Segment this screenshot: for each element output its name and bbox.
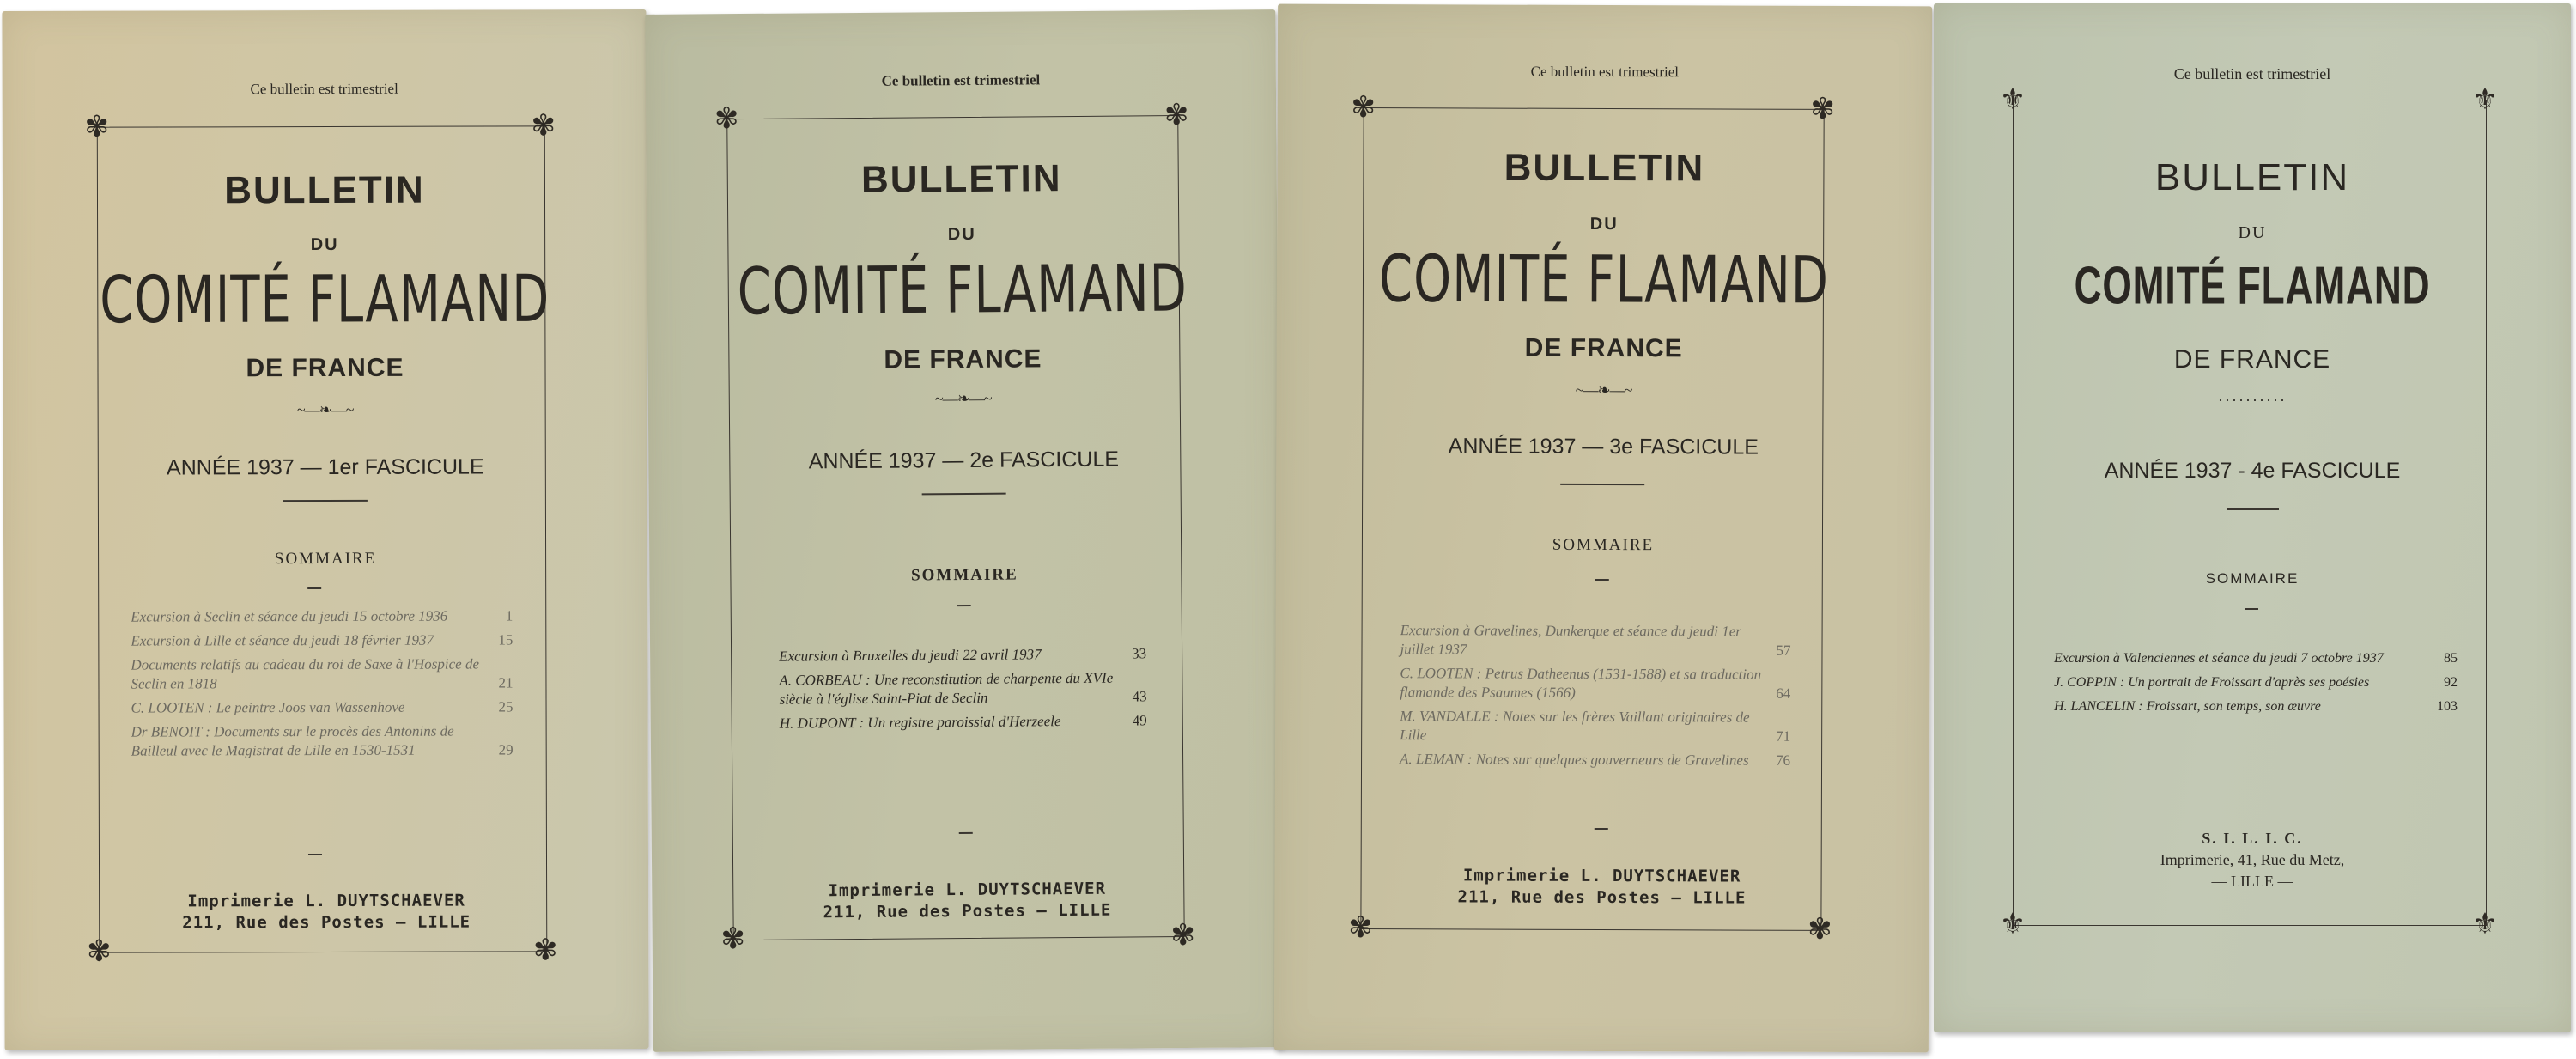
ornament-divider: ~—❧—~: [934, 389, 992, 408]
sommaire-heading: SOMMAIRE: [910, 565, 1018, 585]
annee-fascicule: ANNÉE 1937 — 3e FASCICULE: [1448, 434, 1759, 460]
printer-address: 211, Rue des Postes — LILLE: [1457, 887, 1747, 908]
dash: [308, 854, 322, 855]
title-bulletin: BULLETIN: [860, 157, 1062, 201]
toc-entry: Excursion à Valenciennes et séance du jeudi 7 octobre 1937 85: [2054, 651, 2458, 666]
toc-entry: Excursion à Seclin et séance du jeudi 15 octobre 1936 1: [131, 607, 513, 625]
title-de-france: DE FRANCE: [1524, 333, 1683, 363]
sommaire-heading: SOMMAIRE: [274, 549, 377, 569]
rule: [283, 500, 368, 502]
title-du: DU: [2238, 223, 2267, 242]
title-de-france: DE FRANCE: [246, 353, 404, 383]
toc-entry: A. LEMAN : Notes sur quelques gouverneurs de Gravelines 76: [1400, 751, 1791, 769]
fleuron-corner-icon: ✾: [714, 101, 739, 137]
fleuron-corner-icon: ✾: [86, 934, 112, 969]
toc-entry: Documents relatifs au cadeau du roi de Saxe à l'Hospice de Seclin en 1818 21: [131, 655, 513, 692]
printer-name: S. I. L. I. C.: [2202, 830, 2303, 847]
bulletin-cover-3: [1274, 4, 1932, 1053]
bulletin-cover-2: [645, 9, 1283, 1052]
fleuron-corner-icon: ✾: [1807, 911, 1832, 946]
toc-entry: Dr BENOIT : Documents sur le procès des Antonins de Bailleul avec le Magistrat de Lille en 1530-1531 29: [131, 722, 513, 759]
title-comite-flamand: COMITÉ FLAMAND: [1378, 241, 1830, 320]
fleur-de-lis-corner-icon: ⚜: [2471, 907, 2499, 941]
annee-fascicule: ANNÉE 1937 — 1er FASCICULE: [166, 454, 484, 480]
annee-fascicule: ANNÉE 1937 - 4e FASCICULE: [2104, 459, 2401, 483]
fleur-de-lis-corner-icon: ⚜: [1999, 907, 2026, 941]
fleuron-corner-icon: ✾: [720, 922, 746, 957]
dash: [307, 587, 321, 589]
title-bulletin: BULLETIN: [2154, 156, 2350, 198]
fleur-de-lis-corner-icon: ⚜: [1999, 82, 2026, 117]
toc-list: [779, 644, 1147, 738]
rule: [1560, 484, 1644, 485]
toc-entry: C. LOOTEN : Petrus Datheenus (1531-1588) et sa traduction flamande des Psaumes (1566) 64: [1400, 665, 1791, 702]
title-comite-flamand: COMITÉ FLAMAND: [737, 251, 1188, 331]
dash: [957, 605, 971, 606]
title-bulletin: BULLETIN: [1504, 146, 1705, 190]
dash: [1595, 579, 1609, 581]
title-comite-flamand: COMITÉ FLAMAND: [100, 261, 550, 339]
title-de-france: DE FRANCE: [2173, 345, 2331, 374]
trimestriel-note: Ce bulletin est trimestriel: [250, 80, 398, 98]
printer-name: Imprimerie L. DUYTSCHAEVER: [187, 891, 465, 911]
bulletin-cover-1: [2, 9, 648, 1050]
title-de-france: DE FRANCE: [884, 344, 1042, 374]
fleuron-corner-icon: ✾: [532, 933, 558, 968]
fleuron-corner-icon: ✾: [1348, 910, 1373, 946]
toc-entry: Excursion à Bruxelles du jeudi 22 avril 1937 33: [779, 645, 1147, 665]
fleuron-corner-icon: ✾: [531, 108, 556, 143]
toc-entry: A. CORBEAU : Une reconstitution de charpente du XVIe siècle à l'église Saint-Piat de Seclin 43: [779, 669, 1147, 708]
trimestriel-note: Ce bulletin est trimestriel: [881, 71, 1041, 89]
sommaire-heading: SOMMAIRE: [1552, 535, 1655, 555]
toc-entry: Excursion à Lille et séance du jeudi 18 février 1937 15: [131, 631, 513, 649]
ornament-divider: ~—❧—~: [296, 400, 354, 419]
ornament-divider: ~—❧—~: [1575, 380, 1632, 399]
dash: [1595, 828, 1608, 830]
fleuron-corner-icon: ✾: [1810, 91, 1836, 126]
bulletin-cover-4: [1934, 3, 2571, 1032]
annee-fascicule: ANNÉE 1937 — 2e FASCICULE: [808, 447, 1120, 474]
fleuron-corner-icon: ✾: [1163, 97, 1189, 133]
fleuron-corner-icon: ✾: [1351, 89, 1376, 125]
dash: [2245, 608, 2258, 610]
ornament-divider: ··········: [2218, 392, 2287, 409]
title-comite-flamand: COMITÉ FLAMAND: [2074, 256, 2431, 316]
toc-entry: J. COPPIN : Un portrait de Froissart d'après ses poésies 92: [2054, 675, 2458, 690]
printer-address: 211, Rue des Postes — LILLE: [182, 912, 471, 933]
printer-name: Imprimerie L. DUYTSCHAEVER: [828, 879, 1107, 901]
toc-list: [1400, 621, 1791, 776]
title-bulletin: BULLETIN: [224, 168, 425, 212]
title-du: DU: [947, 224, 976, 245]
fleur-de-lis-corner-icon: ⚜: [2471, 82, 2499, 117]
toc-list: [131, 606, 513, 765]
fleuron-corner-icon: ✾: [1170, 917, 1196, 953]
fleuron-corner-icon: ✾: [84, 109, 110, 144]
trimestriel-note: Ce bulletin est trimestriel: [2173, 65, 2331, 82]
title-du: DU: [1589, 214, 1619, 234]
toc-entry: H. DUPONT : Un registre paroissial d'Herzeele 49: [779, 712, 1147, 732]
toc-entry: C. LOOTEN : Le peintre Joos van Wassenhove 25: [131, 698, 513, 716]
toc-entry: M. VANDALLE : Notes sur les frères Vaillant originaires de Lille 71: [1400, 708, 1791, 745]
trimestriel-note: Ce bulletin est trimestriel: [1530, 63, 1680, 81]
title-du: DU: [310, 234, 339, 255]
dash: [959, 832, 973, 834]
printer-address: Imprimerie, 41, Rue du Metz,: [2160, 851, 2345, 868]
rule: [2227, 508, 2279, 510]
printer-name: Imprimerie L. DUYTSCHAEVER: [1462, 866, 1741, 886]
sommaire-heading: SOMMAIRE: [2205, 570, 2300, 587]
printer-city: — LILLE —: [2211, 873, 2293, 890]
toc-entry: H. LANCELIN : Froissart, son temps, son œuvre 103: [2054, 699, 2458, 714]
toc-entry: Excursion à Gravelines, Dunkerque et séance du jeudi 1er juillet 1937 57: [1400, 622, 1791, 659]
toc-list: [2054, 649, 2458, 721]
printer-address: 211, Rue des Postes — LILLE: [823, 900, 1112, 922]
